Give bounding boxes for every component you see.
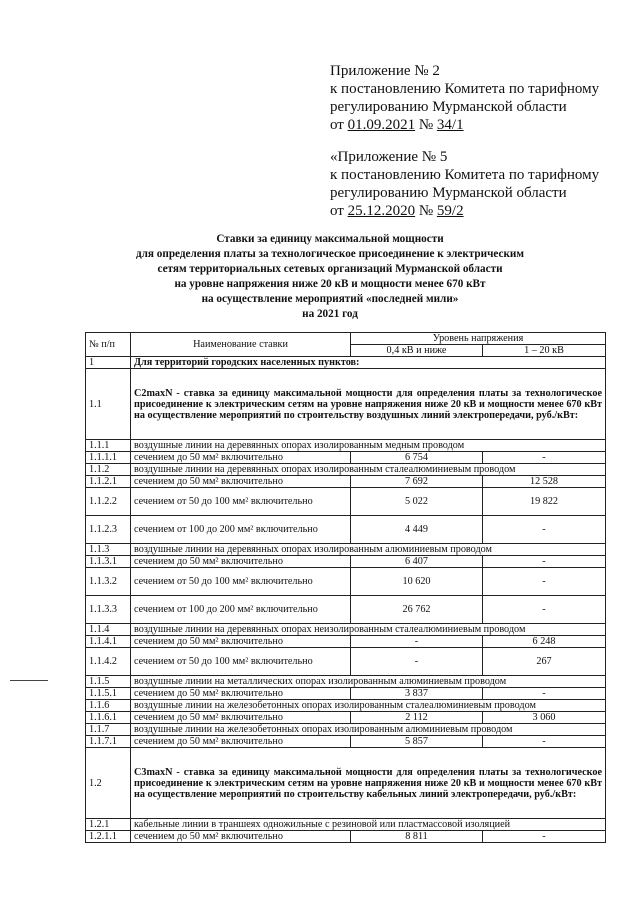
cross-section: сечением от 50 до 100 мм² включительно	[131, 648, 351, 676]
row-number: 1.2.1.1	[86, 831, 131, 843]
header-voltage-level: Уровень напряжения	[351, 333, 606, 345]
appendix-2-line2: к постановлению Комитета по тарифному	[330, 81, 600, 97]
appendix-2-header	[330, 62, 630, 134]
value-low-voltage: 4 449	[351, 516, 483, 544]
line-type: воздушные линии на деревянных опорах неизолированным сталеалюминиевым проводом	[131, 624, 606, 636]
table-row	[86, 488, 606, 516]
value-mid-voltage: -	[483, 596, 606, 624]
cross-section: сечением до 50 мм² включительно	[131, 736, 351, 748]
header-rate-name: Наименование ставки	[131, 333, 351, 357]
appendix-2-number: 34/1	[436, 117, 464, 133]
row-number: 1.1.6	[86, 700, 131, 712]
value-mid-voltage: -	[483, 736, 606, 748]
value-mid-voltage: 19 822	[483, 488, 606, 516]
title-line: на уровне напряжения ниже 20 кВ и мощности менее 670 кВт	[174, 278, 486, 290]
row-number: 1.1.2.3	[86, 516, 131, 544]
cross-section: сечением от 50 до 100 мм² включительно	[131, 568, 351, 596]
cross-section: сечением до 50 мм² включительно	[131, 556, 351, 568]
value-mid-voltage: -	[483, 831, 606, 843]
row-number: 1.2	[86, 748, 131, 819]
appendix-5-number: 59/2	[436, 203, 464, 219]
value-low-voltage: 6 754	[351, 452, 483, 464]
table-row	[86, 464, 606, 476]
header-voltage-low: 0,4 кВ и ниже	[351, 345, 483, 357]
row-number: 1.1.3.2	[86, 568, 131, 596]
table-row	[86, 544, 606, 556]
table-row	[86, 568, 606, 596]
table-header-row	[86, 333, 606, 345]
value-low-voltage: 2 112	[351, 712, 483, 724]
table-row	[86, 440, 606, 452]
value-low-voltage: 3 837	[351, 688, 483, 700]
table-row	[86, 736, 606, 748]
table-row	[86, 357, 606, 369]
row-number: 1.1	[86, 369, 131, 440]
table-row	[86, 516, 606, 544]
row-number: 1.1.1.1	[86, 452, 131, 464]
line-type: воздушные линии на деревянных опорах изолированным медным проводом	[131, 440, 606, 452]
row-number: 1	[86, 357, 131, 369]
cross-section: сечением до 50 мм² включительно	[131, 476, 351, 488]
value-low-voltage: 8 811	[351, 831, 483, 843]
row-number: 1.1.4.2	[86, 648, 131, 676]
title-line: сетям территориальных сетевых организаций Мурманской области	[157, 263, 503, 275]
table-row	[86, 831, 606, 843]
date-prefix: от	[330, 117, 348, 133]
row-number: 1.1.6.1	[86, 712, 131, 724]
value-mid-voltage: 12 528	[483, 476, 606, 488]
table-row	[86, 636, 606, 648]
table-row	[86, 476, 606, 488]
row-number: 1.1.2.2	[86, 488, 131, 516]
table-row	[86, 700, 606, 712]
title-line: Ставки за единицу максимальной мощности	[216, 233, 444, 245]
cross-section: сечением до 50 мм² включительно	[131, 831, 351, 843]
cross-section: сечением от 100 до 200 мм² включительно	[131, 596, 351, 624]
row-number: 1.1.1	[86, 440, 131, 452]
cross-section: сечением от 100 до 200 мм² включительно	[131, 516, 351, 544]
line-type: воздушные линии на деревянных опорах изолированным алюминиевым проводом	[131, 544, 606, 556]
value-mid-voltage: -	[483, 688, 606, 700]
value-mid-voltage: -	[483, 452, 606, 464]
line-type: воздушные линии на деревянных опорах изолированным сталеалюминиевым проводом	[131, 464, 606, 476]
row-number: 1.1.7.1	[86, 736, 131, 748]
title-line: на осуществление мероприятий «последней мили»	[201, 293, 459, 305]
value-low-voltage: -	[351, 648, 483, 676]
rates-table	[85, 332, 606, 843]
line-type: воздушные линии на металлических опорах изолированным алюминиевым проводом	[131, 676, 606, 688]
header-voltage-mid: 1 – 20 кВ	[483, 345, 606, 357]
appendix-5-header	[330, 148, 630, 220]
value-mid-voltage: 267	[483, 648, 606, 676]
table-row	[86, 369, 606, 440]
row-number: 1.2.1	[86, 819, 131, 831]
row-number: 1.1.4.1	[86, 636, 131, 648]
row-number: 1.1.5	[86, 676, 131, 688]
value-low-voltage: 5 857	[351, 736, 483, 748]
appendix-2-title: Приложение № 2	[330, 63, 440, 79]
table-row	[86, 596, 606, 624]
value-mid-voltage: -	[483, 516, 606, 544]
value-low-voltage: 10 620	[351, 568, 483, 596]
row-number: 1.1.4	[86, 624, 131, 636]
value-low-voltage: 26 762	[351, 596, 483, 624]
cross-section: сечением до 50 мм² включительно	[131, 452, 351, 464]
cross-section: сечением от 50 до 100 мм² включительно	[131, 488, 351, 516]
value-low-voltage: -	[351, 636, 483, 648]
table-row	[86, 452, 606, 464]
table-row	[86, 648, 606, 676]
rate-description: C2maxN - ставка за единицу максимальной мощности для определения платы за технологическое присоединение к электрическим сетям на уровне напряжения ниже 20 кВ и мощности менее 670 кВт на осуществление мероприятий по строительству воздушных линий электропередачи, руб./кВт:	[131, 369, 606, 440]
table-row	[86, 724, 606, 736]
table-row	[86, 556, 606, 568]
appendix-5-date-line	[330, 202, 630, 220]
appendix-5-line2: к постановлению Комитета по тарифному	[330, 167, 600, 183]
row-number: 1.1.2.1	[86, 476, 131, 488]
row-number: 1.1.3.3	[86, 596, 131, 624]
title-line: для определения платы за технологическое присоединение к электрическим	[136, 248, 524, 260]
document-title	[100, 232, 560, 322]
appendix-5-line3: регулированию Мурманской области	[330, 185, 567, 201]
appendix-5-title: «Приложение № 5	[330, 149, 448, 165]
number-prefix: №	[415, 203, 437, 219]
value-mid-voltage: 6 248	[483, 636, 606, 648]
value-low-voltage: 5 022	[351, 488, 483, 516]
line-type: воздушные линии на железобетонных опорах изолированным сталеалюминиевым проводом	[131, 700, 606, 712]
value-mid-voltage: -	[483, 568, 606, 596]
table-row	[86, 712, 606, 724]
table-row	[86, 676, 606, 688]
row-number: 1.1.5.1	[86, 688, 131, 700]
cross-section: сечением до 50 мм² включительно	[131, 688, 351, 700]
table-row	[86, 688, 606, 700]
appendix-2-date-line	[330, 116, 630, 134]
rate-description: C3maxN - ставка за единицу максимальной мощности для определения платы за технологическое присоединение к электрическим сетям на уровне напряжения ниже 20 кВ и мощности менее 670 кВт на осуществление мероприятий по строительству кабельных линий электропередачи, руб./кВт:	[131, 748, 606, 819]
date-prefix: от	[330, 203, 348, 219]
row-number: 1.1.3.1	[86, 556, 131, 568]
value-mid-voltage: -	[483, 556, 606, 568]
table-row	[86, 748, 606, 819]
cross-section: сечением до 50 мм² включительно	[131, 636, 351, 648]
title-line: на 2021 год	[302, 308, 358, 320]
appendix-2-line3: регулированию Мурманской области	[330, 99, 567, 115]
margin-mark	[10, 680, 48, 681]
number-prefix: №	[415, 117, 437, 133]
line-type: кабельные линии в траншеях одножильные с резиновой или пластмассовой изоляцией	[131, 819, 606, 831]
line-type: воздушные линии на железобетонных опорах изолированным алюминиевым проводом	[131, 724, 606, 736]
row-number: 1.1.3	[86, 544, 131, 556]
row-number: 1.1.7	[86, 724, 131, 736]
table-row	[86, 624, 606, 636]
value-low-voltage: 6 407	[351, 556, 483, 568]
row-number: 1.1.2	[86, 464, 131, 476]
table-row	[86, 819, 606, 831]
value-mid-voltage: 3 060	[483, 712, 606, 724]
cross-section: сечением до 50 мм² включительно	[131, 712, 351, 724]
appendix-2-date: 01.09.2021	[347, 117, 416, 133]
value-low-voltage: 7 692	[351, 476, 483, 488]
appendix-5-date: 25.12.2020	[347, 203, 416, 219]
header-number: № п/п	[86, 333, 131, 357]
section-heading: Для территорий городских населенных пунктов:	[131, 357, 606, 369]
